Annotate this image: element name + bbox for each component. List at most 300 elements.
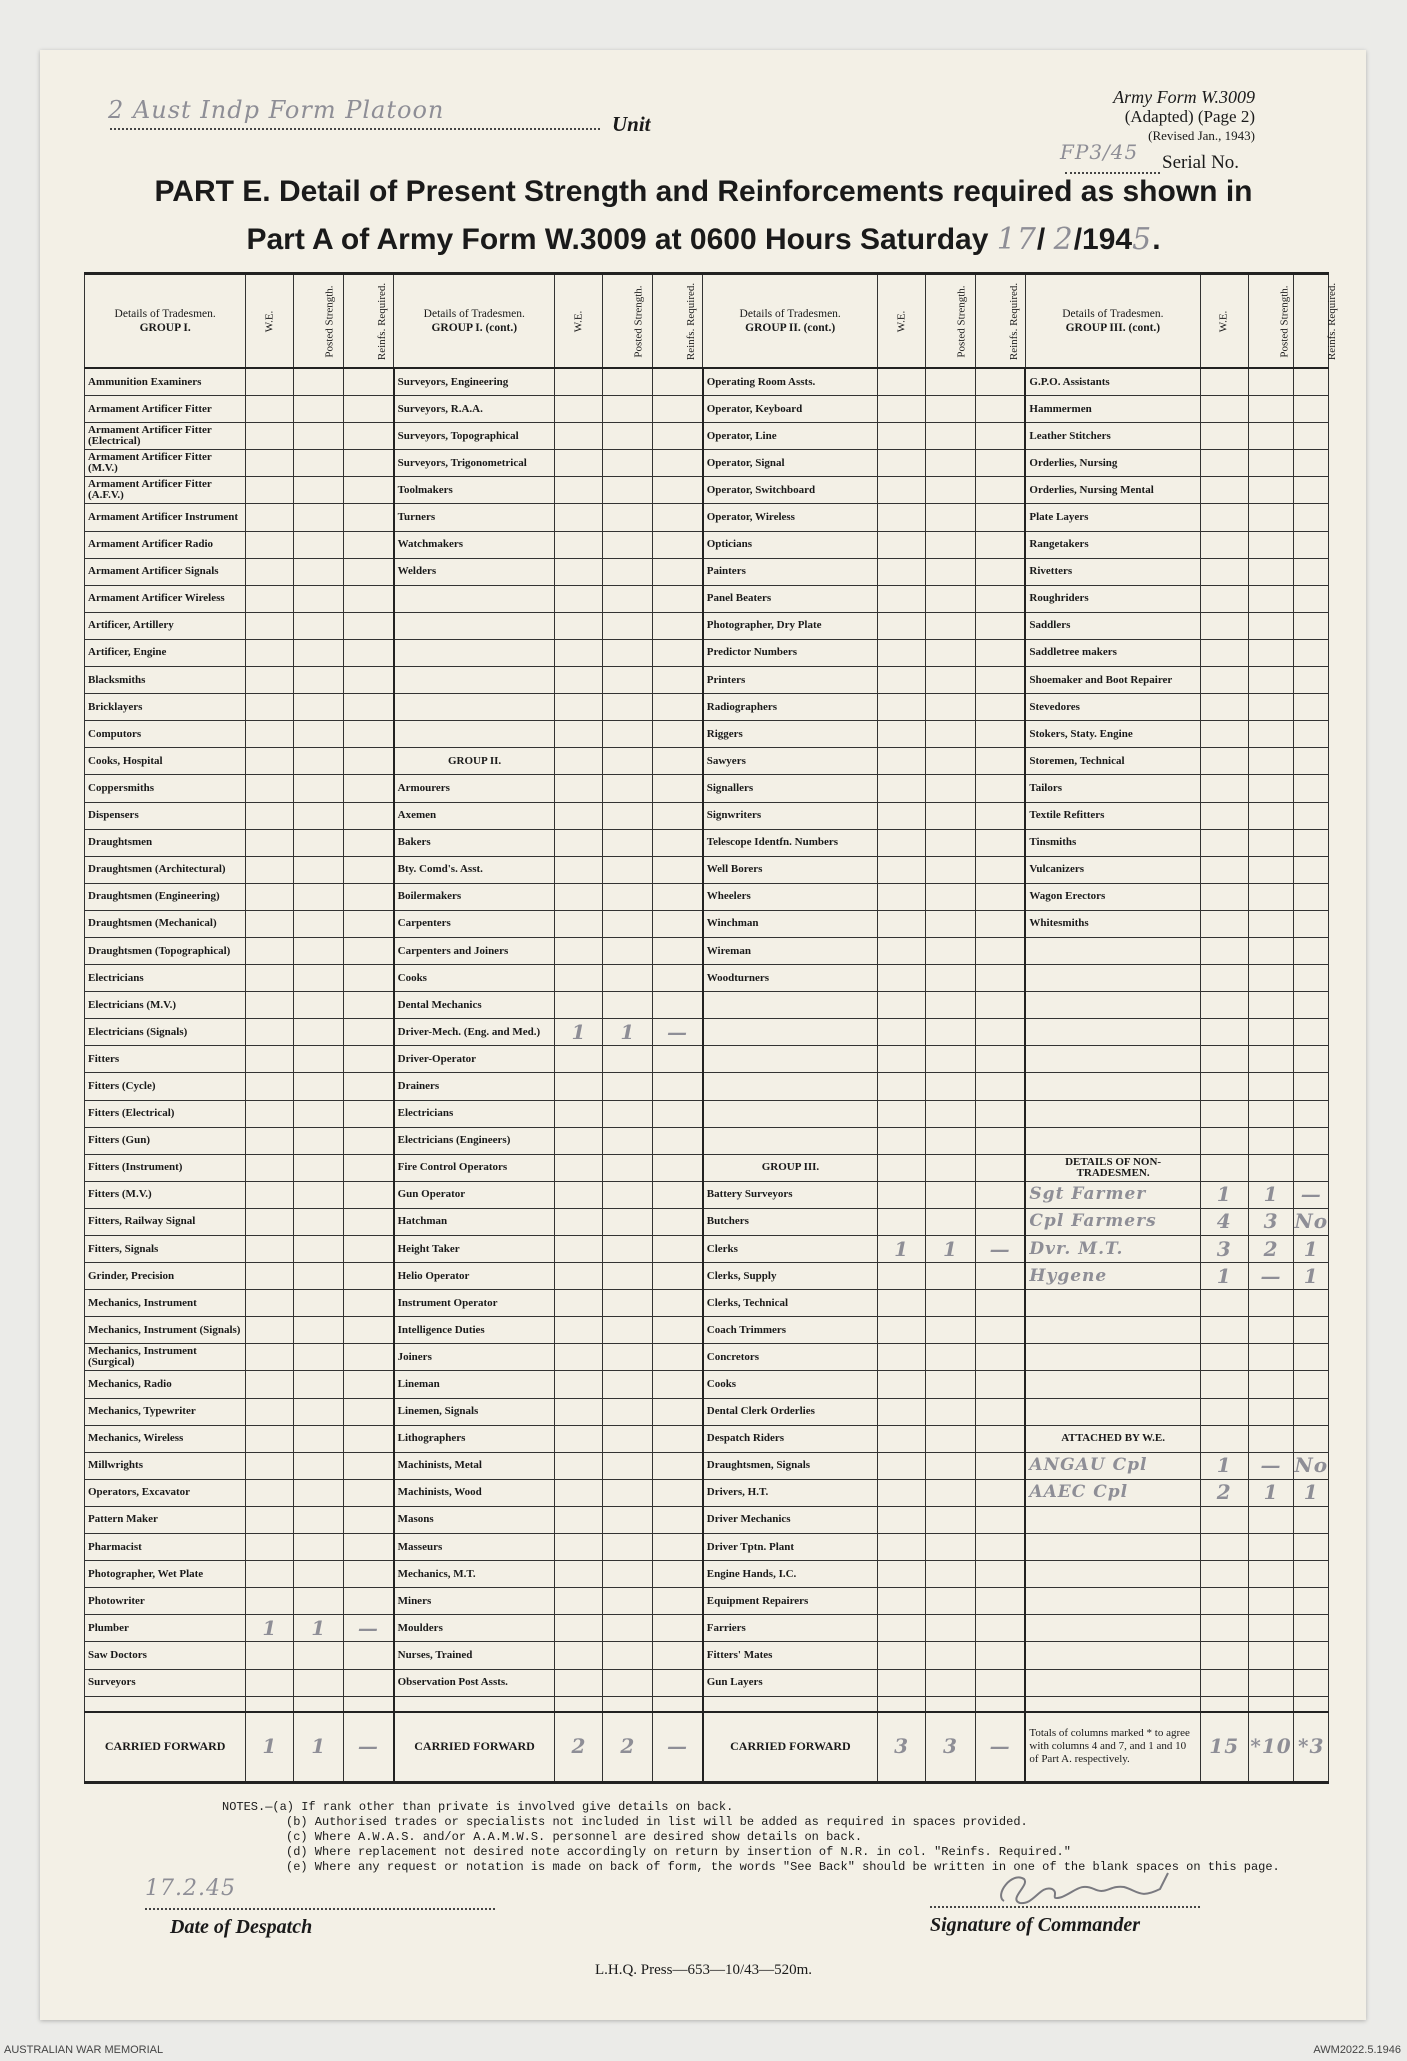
posted-cell bbox=[603, 937, 653, 964]
trade-name: G.P.O. Assistants bbox=[1025, 368, 1200, 396]
we-cell bbox=[246, 1208, 294, 1235]
notes bbox=[222, 1800, 1280, 1875]
we-cell: 1 bbox=[878, 1236, 926, 1263]
posted-cell bbox=[294, 667, 344, 694]
reinfs-cell bbox=[975, 1263, 1025, 1290]
we-cell bbox=[878, 1073, 926, 1100]
trade-name: Drivers, H.T. bbox=[703, 1479, 878, 1506]
reinfs-cell: — bbox=[1294, 1181, 1329, 1208]
details-label: Details of Tradesmen. bbox=[739, 307, 841, 320]
trade-name bbox=[1025, 1344, 1200, 1371]
we-cell bbox=[246, 1154, 294, 1181]
reinfs-cell bbox=[975, 965, 1025, 992]
we-cell bbox=[246, 1479, 294, 1506]
posted-cell bbox=[603, 368, 653, 396]
reinfs-cell bbox=[975, 1181, 1025, 1208]
trade-name: Sawyers bbox=[703, 748, 878, 775]
we-cell bbox=[878, 477, 926, 504]
we-cell bbox=[878, 1046, 926, 1073]
reinfs-cell bbox=[975, 1344, 1025, 1371]
table-row bbox=[85, 1588, 1329, 1615]
posted-cell bbox=[294, 477, 344, 504]
posted-cell bbox=[926, 1046, 976, 1073]
table-row bbox=[85, 585, 1329, 612]
spacer-cell bbox=[703, 1696, 878, 1712]
table-row bbox=[85, 775, 1329, 802]
reinfs-cell bbox=[344, 1669, 394, 1696]
table-row bbox=[85, 1534, 1329, 1561]
form-adapted: (Adapted) (Page 2) bbox=[1124, 107, 1255, 126]
posted-cell bbox=[926, 802, 976, 829]
reinfs-cell bbox=[1294, 368, 1329, 396]
we-cell bbox=[555, 1534, 603, 1561]
we-cell bbox=[878, 1127, 926, 1154]
we-cell bbox=[1200, 910, 1248, 937]
posted-cell bbox=[1248, 1371, 1294, 1398]
posted-cell bbox=[603, 1344, 653, 1371]
reinfs-cell bbox=[1294, 1642, 1329, 1669]
reinfs-cell bbox=[653, 1263, 703, 1290]
posted-cell bbox=[603, 504, 653, 531]
we-cell bbox=[878, 883, 926, 910]
we-cell bbox=[1200, 1561, 1248, 1588]
posted-cell bbox=[926, 694, 976, 721]
we-cell bbox=[555, 1588, 603, 1615]
we-cell bbox=[246, 856, 294, 883]
reinfs-cell bbox=[344, 1181, 394, 1208]
table-row bbox=[85, 965, 1329, 992]
reinfs-cell bbox=[975, 829, 1025, 856]
reinfs-cell bbox=[975, 585, 1025, 612]
col-details-header bbox=[394, 274, 555, 369]
we-cell bbox=[878, 1561, 926, 1588]
we-cell bbox=[1200, 1588, 1248, 1615]
trade-name bbox=[394, 585, 555, 612]
trade-name: Draughtsmen (Topographical) bbox=[85, 937, 246, 964]
posted-cell: 2 bbox=[1248, 1236, 1294, 1263]
table-header-row bbox=[85, 274, 1329, 369]
table-row bbox=[85, 504, 1329, 531]
we-cell bbox=[246, 1181, 294, 1208]
reinfs-cell bbox=[344, 368, 394, 396]
reinfs-cell bbox=[1294, 1100, 1329, 1127]
form-reference bbox=[1113, 88, 1255, 145]
we-cell bbox=[878, 992, 926, 1019]
trade-name bbox=[394, 667, 555, 694]
reinfs-cell bbox=[344, 612, 394, 639]
posted-cell bbox=[926, 423, 976, 450]
we-cell bbox=[246, 368, 294, 396]
we-cell bbox=[1200, 965, 1248, 992]
trade-name: Battery Surveyors bbox=[703, 1181, 878, 1208]
spacer-cell bbox=[1200, 1696, 1248, 1712]
reinfs-cell bbox=[975, 1642, 1025, 1669]
reinfs-cell bbox=[344, 477, 394, 504]
posted-cell bbox=[294, 802, 344, 829]
we-cell bbox=[555, 1506, 603, 1533]
trade-name: Driver Mechanics bbox=[703, 1506, 878, 1533]
col-details-header bbox=[1025, 274, 1200, 369]
table-row bbox=[85, 639, 1329, 666]
trade-name: Photographer, Wet Plate bbox=[85, 1561, 246, 1588]
posted-cell bbox=[1248, 1425, 1294, 1452]
reinfs-cell bbox=[653, 612, 703, 639]
posted-cell bbox=[603, 775, 653, 802]
we-cell: 4 bbox=[1200, 1208, 1248, 1235]
trade-name: Surveyors, Topographical bbox=[394, 423, 555, 450]
we-cell bbox=[878, 1019, 926, 1046]
trade-name: Despatch Riders bbox=[703, 1425, 878, 1452]
trade-name: Fitters (M.V.) bbox=[85, 1181, 246, 1208]
reinfs-cell bbox=[975, 639, 1025, 666]
we-cell bbox=[246, 802, 294, 829]
reinfs-cell bbox=[975, 1615, 1025, 1642]
reinfs-cell bbox=[1294, 1561, 1329, 1588]
we-cell bbox=[878, 1479, 926, 1506]
we-cell bbox=[878, 965, 926, 992]
trade-name: Orderlies, Nursing Mental bbox=[1025, 477, 1200, 504]
posted-cell bbox=[1248, 1154, 1294, 1181]
trade-name bbox=[1025, 1588, 1200, 1615]
we-cell bbox=[878, 856, 926, 883]
we-cell bbox=[246, 1344, 294, 1371]
table-row bbox=[85, 1669, 1329, 1696]
we-cell bbox=[878, 1588, 926, 1615]
posted-cell bbox=[1248, 694, 1294, 721]
posted-cell bbox=[603, 1208, 653, 1235]
trade-name: Fitters (Instrument) bbox=[85, 1154, 246, 1181]
we-cell: 2 bbox=[1200, 1479, 1248, 1506]
we-cell bbox=[1200, 558, 1248, 585]
we-cell bbox=[878, 1615, 926, 1642]
we-cell bbox=[555, 748, 603, 775]
reinfs-cell bbox=[653, 450, 703, 477]
note-line: (b) Authorised trades or specialists not included in list will be added as required in spaces provided. bbox=[286, 1815, 1028, 1829]
we-cell bbox=[555, 1263, 603, 1290]
posted-cell bbox=[603, 1236, 653, 1263]
reinfs-cell bbox=[653, 1398, 703, 1425]
posted-cell bbox=[926, 1425, 976, 1452]
we-cell bbox=[246, 829, 294, 856]
posted-cell bbox=[926, 1534, 976, 1561]
we-cell bbox=[1200, 396, 1248, 423]
trade-name bbox=[394, 639, 555, 666]
reinfs-cell bbox=[653, 748, 703, 775]
spacer-cell bbox=[555, 1696, 603, 1712]
table-row bbox=[85, 721, 1329, 748]
we-cell bbox=[1200, 667, 1248, 694]
we-cell bbox=[878, 1181, 926, 1208]
reinfs-cell bbox=[653, 1669, 703, 1696]
trade-name: Grinder, Precision bbox=[85, 1263, 246, 1290]
we-cell bbox=[1200, 1534, 1248, 1561]
reinfs-label: Reinfs. Required. bbox=[1008, 282, 1021, 360]
we-cell bbox=[246, 1236, 294, 1263]
reinfs-cell bbox=[344, 1154, 394, 1181]
trade-name: Artificer, Engine bbox=[85, 639, 246, 666]
signature-label: Signature of Commander bbox=[930, 1914, 1141, 1936]
trade-name: Rangetakers bbox=[1025, 531, 1200, 558]
table-row bbox=[85, 802, 1329, 829]
trade-name: Fitters (Electrical) bbox=[85, 1100, 246, 1127]
trade-name: Cooks bbox=[703, 1371, 878, 1398]
we-cell bbox=[555, 1317, 603, 1344]
posted-cell bbox=[1248, 477, 1294, 504]
posted-cell bbox=[926, 1127, 976, 1154]
trade-name: Vulcanizers bbox=[1025, 856, 1200, 883]
posted-cell bbox=[1248, 721, 1294, 748]
table-row bbox=[85, 396, 1329, 423]
posted-cell bbox=[926, 1181, 976, 1208]
date-year-suffix: 5 bbox=[1132, 222, 1153, 257]
reinfs-cell bbox=[975, 910, 1025, 937]
table-row bbox=[85, 748, 1329, 775]
reinfs-cell bbox=[975, 1561, 1025, 1588]
reinfs-cell bbox=[344, 450, 394, 477]
reinfs-cell bbox=[1294, 450, 1329, 477]
trade-name: Signallers bbox=[703, 775, 878, 802]
group-heading: GROUP II. bbox=[394, 748, 555, 775]
we-cell bbox=[1200, 883, 1248, 910]
trade-name: Gun Operator bbox=[394, 1181, 555, 1208]
posted-cell bbox=[1248, 531, 1294, 558]
trade-name: CARRIED FORWARD bbox=[85, 1712, 246, 1783]
reinfs-cell bbox=[1294, 883, 1329, 910]
trade-name: Operator, Wireless bbox=[703, 504, 878, 531]
posted-label: Posted Strength. bbox=[323, 284, 336, 358]
posted-cell bbox=[926, 1642, 976, 1669]
posted-cell bbox=[294, 1127, 344, 1154]
reinfs-cell bbox=[1294, 1506, 1329, 1533]
trade-name bbox=[394, 721, 555, 748]
posted-cell bbox=[603, 477, 653, 504]
reinfs-cell bbox=[344, 1561, 394, 1588]
reinfs-cell bbox=[1294, 504, 1329, 531]
reinfs-cell: — bbox=[975, 1236, 1025, 1263]
trade-name: Fitters' Mates bbox=[703, 1642, 878, 1669]
we-cell bbox=[246, 883, 294, 910]
posted-cell: 3 bbox=[1248, 1208, 1294, 1235]
trade-name: Axemen bbox=[394, 802, 555, 829]
spacer-cell bbox=[926, 1696, 976, 1712]
we-cell bbox=[878, 1534, 926, 1561]
reinfs-cell bbox=[344, 396, 394, 423]
reinfs-cell bbox=[344, 802, 394, 829]
trade-name: Gun Layers bbox=[703, 1669, 878, 1696]
trade-name: Cooks bbox=[394, 965, 555, 992]
reinfs-cell bbox=[975, 1452, 1025, 1479]
col-we-header bbox=[1200, 274, 1248, 369]
reinfs-cell: — bbox=[975, 1712, 1025, 1783]
posted-cell bbox=[926, 748, 976, 775]
we-cell bbox=[246, 450, 294, 477]
trade-name: Engine Hands, I.C. bbox=[703, 1561, 878, 1588]
trade-name bbox=[703, 1046, 878, 1073]
we-cell bbox=[246, 477, 294, 504]
we-cell: 1 bbox=[1200, 1452, 1248, 1479]
reinfs-cell bbox=[653, 694, 703, 721]
reinfs-cell bbox=[653, 910, 703, 937]
posted-cell bbox=[294, 829, 344, 856]
we-cell bbox=[246, 910, 294, 937]
reinfs-cell bbox=[344, 1534, 394, 1561]
we-label: W.E. bbox=[895, 310, 908, 332]
we-label: W.E. bbox=[572, 310, 585, 332]
trade-name: Electricians (Engineers) bbox=[394, 1127, 555, 1154]
reinfs-cell bbox=[975, 1425, 1025, 1452]
reinfs-cell bbox=[1294, 477, 1329, 504]
we-cell bbox=[878, 1669, 926, 1696]
col-details-header bbox=[703, 274, 878, 369]
reinfs-cell bbox=[344, 1127, 394, 1154]
trade-name bbox=[1025, 1534, 1200, 1561]
reinfs-cell bbox=[653, 965, 703, 992]
posted-cell bbox=[1248, 1534, 1294, 1561]
reinfs-cell bbox=[653, 1615, 703, 1642]
table-row bbox=[85, 1479, 1329, 1506]
we-cell bbox=[878, 1344, 926, 1371]
reinfs-cell bbox=[653, 504, 703, 531]
posted-cell bbox=[926, 1398, 976, 1425]
we-cell bbox=[246, 558, 294, 585]
spacer-cell bbox=[294, 1696, 344, 1712]
we-cell bbox=[555, 477, 603, 504]
reinfs-cell bbox=[344, 1236, 394, 1263]
trade-name: Operator, Keyboard bbox=[703, 396, 878, 423]
reinfs-label: Reinfs. Required. bbox=[685, 282, 698, 360]
reinfs-cell bbox=[653, 477, 703, 504]
we-cell bbox=[246, 1642, 294, 1669]
we-cell bbox=[555, 1398, 603, 1425]
we-cell: 3 bbox=[878, 1712, 926, 1783]
trade-name: Masons bbox=[394, 1506, 555, 1533]
we-cell bbox=[246, 1425, 294, 1452]
reinfs-cell bbox=[344, 775, 394, 802]
posted-cell bbox=[926, 1073, 976, 1100]
col-we-header bbox=[246, 274, 294, 369]
reinfs-cell bbox=[344, 1479, 394, 1506]
trade-name: Clerks bbox=[703, 1236, 878, 1263]
we-cell bbox=[246, 423, 294, 450]
posted-cell bbox=[1248, 856, 1294, 883]
date-month: 2 bbox=[1053, 222, 1074, 257]
reinfs-cell bbox=[653, 1561, 703, 1588]
trade-name: Miners bbox=[394, 1588, 555, 1615]
table-row bbox=[85, 1263, 1329, 1290]
trade-name: Wireman bbox=[703, 937, 878, 964]
trade-name: Radiographers bbox=[703, 694, 878, 721]
despatch-line bbox=[145, 1908, 495, 1910]
spacer-cell bbox=[1294, 1696, 1329, 1712]
trade-name: Joiners bbox=[394, 1344, 555, 1371]
reinfs-cell: No bbox=[1294, 1208, 1329, 1235]
table-row bbox=[85, 477, 1329, 504]
we-cell bbox=[1200, 1046, 1248, 1073]
table-row bbox=[85, 1208, 1329, 1235]
we-cell bbox=[1200, 694, 1248, 721]
reinfs-cell bbox=[344, 1290, 394, 1317]
we-cell bbox=[878, 423, 926, 450]
we-cell bbox=[1200, 531, 1248, 558]
posted-cell bbox=[294, 1479, 344, 1506]
trade-name: AAEC Cpl bbox=[1025, 1479, 1200, 1506]
posted-cell bbox=[603, 450, 653, 477]
posted-cell bbox=[1248, 802, 1294, 829]
trade-name bbox=[1025, 1615, 1200, 1642]
posted-cell: 1 bbox=[1248, 1181, 1294, 1208]
reinfs-cell: 1 bbox=[1294, 1263, 1329, 1290]
posted-cell bbox=[603, 1100, 653, 1127]
table-row bbox=[85, 558, 1329, 585]
reinfs-cell bbox=[975, 1317, 1025, 1344]
table-row bbox=[85, 910, 1329, 937]
posted-cell bbox=[1248, 585, 1294, 612]
reinfs-cell bbox=[1294, 639, 1329, 666]
we-cell bbox=[246, 1046, 294, 1073]
trade-name: CARRIED FORWARD bbox=[703, 1712, 878, 1783]
posted-cell bbox=[926, 1317, 976, 1344]
trade-name: Leather Stitchers bbox=[1025, 423, 1200, 450]
we-cell bbox=[878, 1154, 926, 1181]
posted-cell bbox=[1248, 1615, 1294, 1642]
posted-cell bbox=[1248, 965, 1294, 992]
trade-name: Mechanics, Radio bbox=[85, 1371, 246, 1398]
we-cell: 1 bbox=[246, 1712, 294, 1783]
posted-cell bbox=[926, 1452, 976, 1479]
posted-cell: 1 bbox=[294, 1712, 344, 1783]
reinfs-cell bbox=[1294, 775, 1329, 802]
posted-cell bbox=[294, 1019, 344, 1046]
spacer-cell bbox=[1025, 1696, 1200, 1712]
we-cell bbox=[878, 694, 926, 721]
we-cell bbox=[555, 612, 603, 639]
table-row bbox=[85, 531, 1329, 558]
posted-cell bbox=[926, 775, 976, 802]
posted-cell bbox=[603, 1452, 653, 1479]
col-posted-header bbox=[603, 274, 653, 369]
table-row bbox=[85, 1073, 1329, 1100]
we-cell bbox=[246, 1452, 294, 1479]
trade-name: Textile Refitters bbox=[1025, 802, 1200, 829]
posted-cell bbox=[603, 1561, 653, 1588]
posted-cell: 1 bbox=[603, 1019, 653, 1046]
reinfs-cell bbox=[1294, 612, 1329, 639]
trade-name: Drainers bbox=[394, 1073, 555, 1100]
posted-cell bbox=[1248, 1046, 1294, 1073]
trade-name: ANGAU Cpl bbox=[1025, 1452, 1200, 1479]
posted-cell bbox=[1248, 667, 1294, 694]
reinfs-cell bbox=[653, 1452, 703, 1479]
reinfs-cell: *3 bbox=[1294, 1712, 1329, 1783]
posted-cell bbox=[1248, 992, 1294, 1019]
posted-cell bbox=[926, 883, 976, 910]
we-cell bbox=[555, 1100, 603, 1127]
we-cell bbox=[1200, 1371, 1248, 1398]
reinfs-cell bbox=[344, 504, 394, 531]
trade-name: Electricians (M.V.) bbox=[85, 992, 246, 1019]
reinfs-cell bbox=[1294, 694, 1329, 721]
we-cell bbox=[878, 775, 926, 802]
table-row bbox=[85, 1506, 1329, 1533]
signature-line bbox=[930, 1906, 1200, 1908]
posted-cell bbox=[1248, 639, 1294, 666]
unit-label: Unit bbox=[612, 112, 651, 136]
posted-cell bbox=[603, 910, 653, 937]
trade-name: Armament Artificer Wireless bbox=[85, 585, 246, 612]
reinfs-cell bbox=[653, 667, 703, 694]
trade-name: Linemen, Signals bbox=[394, 1398, 555, 1425]
posted-label: Posted Strength. bbox=[955, 284, 968, 358]
